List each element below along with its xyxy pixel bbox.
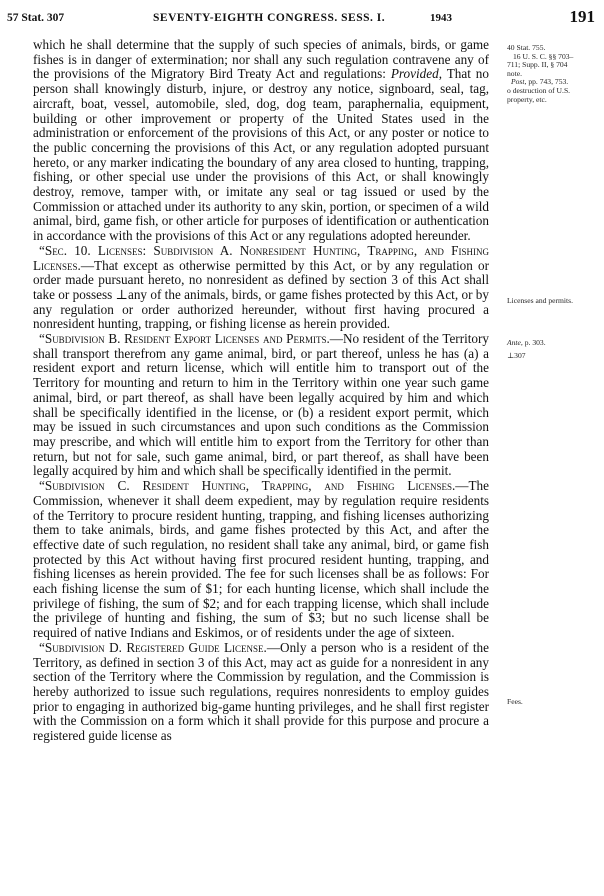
margin-note-licenses-and-permits [507, 297, 601, 306]
margin-note-line: Fees. [507, 697, 523, 706]
congress-session-title: SEVENTY-EIGHTH CONGRESS. SESS. I. [153, 12, 386, 24]
margin-note-line: note. [507, 68, 522, 78]
margin-note-line: property, etc. [507, 94, 547, 104]
paragraph [33, 641, 489, 744]
margin-note-line: Licenses and permits. [507, 296, 574, 305]
paragraph-text: —The Commission, whenever it shall deem expedient, may by regulation require residents of the Territory to procure resident hunting, trapping, and fishing licenses authorizing them to take animals, birds, and game fishes protected by this Act, and after the effective date of such regulation, no resident shall take any animal, bird, or game fish protected by this Act without having first procured resident hunting, trapping, and fishing licenses as herein provided. The fee for such licenses shall be as follows: For each fishing license the sum of $1; for each hunting license, which shall include the privilege of fishing, the sum of $2; and for each trapping license, which shall include the privilege of hunting and fishing, the sum of $3; but no such license shall be required of native Indians and Eskimos, or of residents under the age of sixteen. [33, 478, 489, 641]
year: 1943 [430, 12, 452, 24]
margin-note-line: 711; Supp. II, § 704 [507, 60, 568, 70]
margin-note-line: Ante, p. 303. [507, 338, 546, 347]
margin-note-line: 16 U. S. C. §§ 703– [513, 51, 574, 61]
paragraph [33, 479, 489, 641]
statute-reference: 57 Stat. 307 [7, 12, 65, 24]
margin-note-line: ⊥307 [507, 351, 526, 360]
margin-note-line: 40 Stat. 755. [507, 43, 546, 52]
paragraph [33, 38, 489, 244]
margin-note-citations [507, 44, 601, 104]
margin-note-line: o destruction of U.S. [507, 85, 571, 95]
paragraph [33, 332, 489, 479]
section-heading: “Subdivision C. Resident Hunting, Trapping, and Fishing Licenses. [39, 478, 456, 494]
margin-note-line: Post, pp. 743, 753. [511, 77, 569, 87]
paragraph-text: which he shall determine that the supply of such species of animals, birds, or game fishes is in danger of extermination; nor shall any such regulation contravene any of the provisions of the Migratory Bird Treaty Act and regulations: [33, 37, 489, 82]
paragraph-text: —Only a person who is a resident of the Territory, as defined in section 3 of this Act, may act as guide for a nonresident in any section of the Territory where the Commission by regulation, and the Commission is hereby authorized to issue such regulations, requires nonresidents to employ guides prior to engaging in authorized big-game hunting privileges, and he shall first register with the Commission on a form which it shall provide for this purpose and procure a registered guide license as [33, 639, 489, 744]
paragraph [33, 244, 489, 332]
section-heading: “Subdivision D. Registered Guide License. [39, 639, 267, 655]
paragraph-text: , That no person shall knowingly disturb, injure, or destroy any notice, signboard, seal, tag, aircraft, boat, vessel, automobile, sled, dog, dog team, paraphernalia, equipment, building or other improvement or property of the United States used in the administration or enforcement of the provisions of this Act, or any poster or notice to the public concerning the provisions of this Act, or any regulation adopted pursuant hereto, or any marker indicating the boundary of any area closed to hunting, trapping, fishing, or other special use under the provisions of this Act, or shall knowingly destroy, remove, tamper with, or imitate any seal or tag issued or used by the Commission or attached under its authority to any skin, portion, or specimen of a wild animal, bird, game fish, or other article for purposes of identification or authentication in accordance with the provisions of this Act or any regulations adopted hereunder. [33, 66, 489, 244]
paragraph-text: —No resident of the Territory shall transport therefrom any game animal, bird, or part thereof, unless he has (a) a resident export and return license, which will entitle him to transport out of the Territory for mounting and return to him in the Territory within one year such game animal, bird, or part thereof, as shall have been legally acquired by him and which shall be specifically identified in the license, or (b) a resident export permit, which may be issued in such circumstances and upon such conditions as the Commission may prescribe, and which will entitle him to export from the Territory for other than return, but not for sale, such game animal, bird, or part thereof, as shall have been legally acquired by him and which shall be specifically identified in the permit. [33, 331, 490, 479]
italic-term: Provided [390, 66, 439, 82]
section-heading: “Subdivision B. Resident Export Licenses and Permits. [39, 331, 330, 347]
margin-note-page-break [507, 352, 601, 361]
margin-note-ante-reference [507, 339, 601, 348]
statute-body-text [33, 38, 489, 744]
section-heading: “Sec. 10. Licenses: Subdivision A. Nonresident Hunting, Trapping, and Fishing Licenses. [33, 242, 489, 273]
paragraph-text: —That except as otherwise permitted by this Act, or by any regulation or order made pursuant hereto, no nonresident as defined by section 3 of this Act shall take or possess ⊥any of the animals, birds, or game fishes protected by this Act, or by any regulation or order authorized hereunder, without first having procured a nonresident hunting, trapping, or fishing license as herein provided. [33, 257, 489, 332]
page-header [7, 5, 597, 27]
page-number: 191 [569, 7, 595, 26]
margin-note-fees [507, 698, 601, 707]
